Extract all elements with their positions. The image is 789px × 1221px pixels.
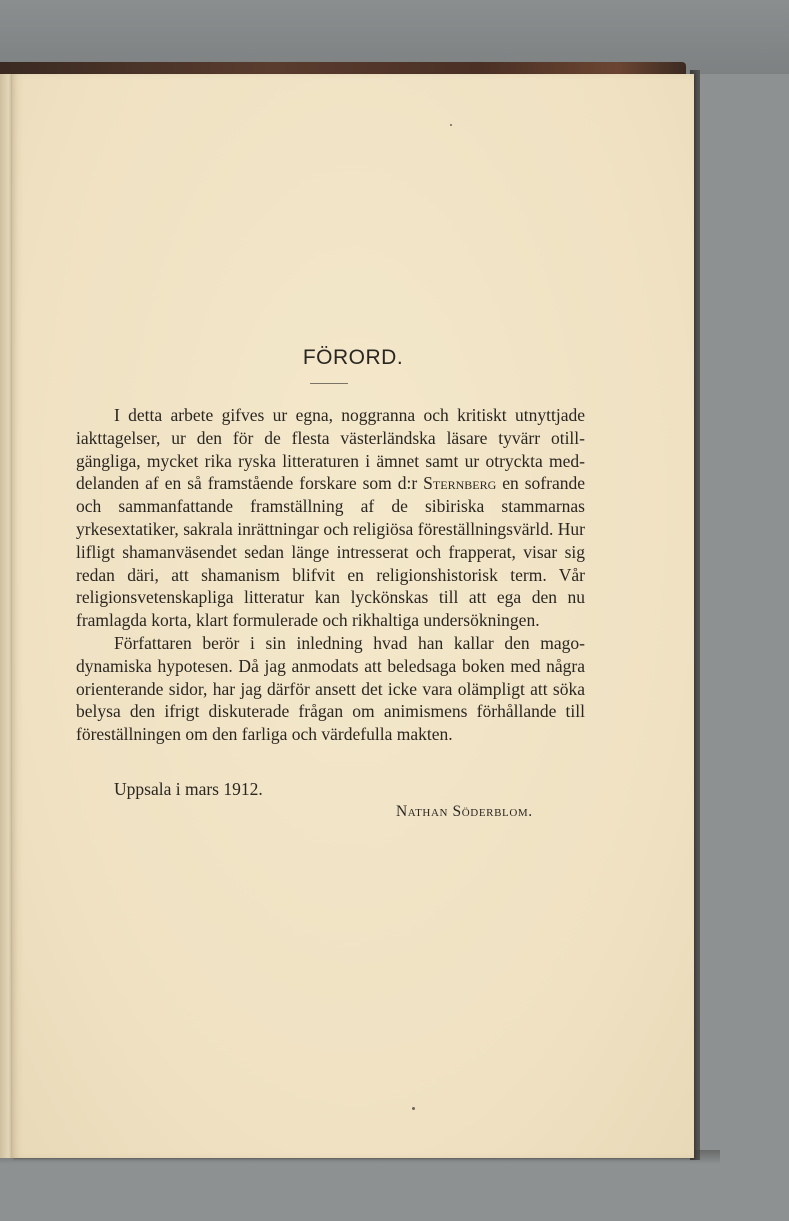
paper-speck	[450, 124, 452, 126]
book-page	[12, 74, 694, 1158]
paragraph-2: Författaren berör i sin inledning hvad han kallar den magodynamiska hypotesen. Då jag anmodats att beledsaga boken med några orienterande sidor, har jag därför ansett det icke vara olämpligt att söka belysa den ifrigt diskuterade frågan om animismens förhållande till föreställningen om den farliga och värdefulla makten.	[76, 632, 585, 745]
author-name-sternberg: Sternberg	[423, 473, 497, 494]
page-heading: FÖRORD.	[302, 346, 404, 369]
dateline: Uppsala i mars 1912.	[114, 779, 263, 799]
signature: Nathan Söderblom.	[396, 803, 533, 820]
heading-rule	[310, 383, 348, 384]
paper-speck	[412, 1107, 415, 1110]
book-cover-top-edge	[0, 62, 686, 74]
paragraph-1-start: I detta arbete gifves ur egna, noggranna och kritiskt utnyttjade iakttagelser, ur den för de flesta västerländska läsare tyvärr otillgängliga, mycket rika ryska litteraturen i ämnet samt ur otryckta meddelanden af en så framstående forskare som d:r	[76, 405, 585, 494]
preface-body	[76, 404, 585, 746]
paragraph-1	[76, 404, 585, 632]
paragraph-1-end: en sofrande och sammanfattande framställning af de sibiriska stammarnas yrkesextatiker, sakrala inrättningar och religiösa föreställningsvärld. Hur lifligt shamanväsendet sedan länge intresserat och frapperat, visar sig redan däri, att shamanism blifvit en religionshistorisk term. Vår religionsvetenskapliga litteratur kan lyckönskas till att ega den nu framlagda korta, klart formulerade och rikhaltiga undersökningen.	[76, 473, 585, 631]
